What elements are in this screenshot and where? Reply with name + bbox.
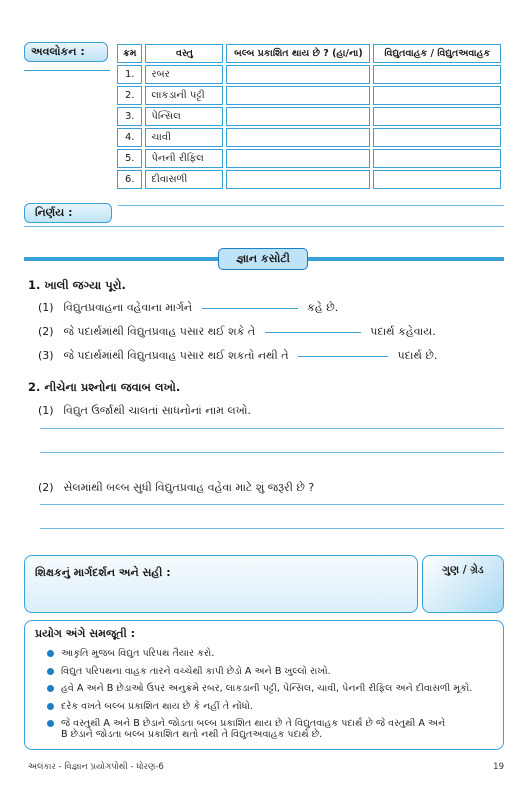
instruction-text: દરેક વખતે બલ્બ પ્રકાશિત થાય છે કે નહીં તે નોંધો. <box>61 700 254 712</box>
blank-answer-line[interactable] <box>202 308 298 309</box>
row-number: 6. <box>117 170 142 189</box>
table-row <box>117 170 501 189</box>
question-item <box>38 404 251 418</box>
page-number: 19 <box>493 762 504 772</box>
conductor-answer-cell[interactable] <box>373 107 501 126</box>
bullet-icon <box>47 720 54 727</box>
bulb-answer-cell[interactable] <box>226 149 370 168</box>
conductor-answer-cell[interactable] <box>373 170 501 189</box>
item-number: (2) <box>38 481 54 494</box>
bullet-icon <box>47 668 54 675</box>
observation-label: અવલોકન : <box>24 42 108 62</box>
instruction-text: જે વસ્તુથી A અને B છેડાને જોડતા બલ્બ પ્રકાશિત થાય છે તે વિદ્યુતવાહક પદાર્થ છે જે વસ્તુથી A અને <box>61 718 446 729</box>
col-header-conductor-type: વિદ્યુતવાહક / વિદ્યુતઅવાહક <box>373 44 501 63</box>
item-number: (2) <box>38 325 54 338</box>
item-number: (3) <box>38 349 54 362</box>
instruction-text: આકૃતિ મુજબ વિદ્યુત પરિપથ તૈયાર કરો. <box>61 648 215 659</box>
teacher-signature-box[interactable] <box>24 555 418 613</box>
item-text: પદાર્થ છે. <box>397 349 438 362</box>
item-text: જે પદાર્થમાંથી વિદ્યુતપ્રવાહ પસાર થઈ શકતો નથી તે <box>63 349 289 362</box>
answer-line[interactable] <box>40 528 504 529</box>
instruction-text: હવે A અને B છેડાઓ ઉપર અનુક્રમે રબર, લાકડાની પટ્ટી, પેન્સિલ, ચાવી, પેનની રીફિલ અને દીવાસળી મૂકો. <box>61 683 473 694</box>
bulb-answer-cell[interactable] <box>226 86 370 105</box>
item-text: સેલમાંથી બલ્બ સુધી વિદ્યુતપ્રવાહ વહેવા માટે શું જરૂરી છે ? <box>63 481 315 494</box>
table-row <box>117 86 501 105</box>
bulb-answer-cell[interactable] <box>226 170 370 189</box>
row-number: 4. <box>117 128 142 147</box>
q2-title: 2. નીચેના પ્રશ્નોના જવાબ લખો. <box>28 380 181 394</box>
grade-box[interactable] <box>422 555 504 613</box>
conclusion-answer-line[interactable] <box>24 226 504 227</box>
list-item <box>47 680 497 698</box>
col-header-item: વસ્તુ <box>145 44 223 63</box>
question-item <box>38 481 314 495</box>
footer-book-title: અલંકાર - વિજ્ઞાન પ્રયોગપોથી - ધોરણ-6 <box>28 762 164 772</box>
instructions-title: પ્રયોગ અંગે સમજૂતી : <box>35 627 135 640</box>
teacher-signature-label: શિક્ષકનું માર્ગદર્શન અને સહી : <box>35 566 171 579</box>
conclusion-label: નિર્ણય : <box>24 203 112 223</box>
table-row <box>117 149 501 168</box>
conductor-answer-cell[interactable] <box>373 128 501 147</box>
bullet-icon <box>47 685 54 692</box>
row-item: લાકડાની પટ્ટી <box>145 86 223 105</box>
row-number: 2. <box>117 86 142 105</box>
instructions-list <box>47 645 497 733</box>
bullet-icon <box>47 703 54 710</box>
observation-underline <box>24 70 110 71</box>
item-text: વિદ્યુતપ્રવાહના વહેવાના માર્ગને <box>63 301 193 314</box>
conductor-answer-cell[interactable] <box>373 65 501 84</box>
instruction-continuation: B છેડાને જોડતા બલ્બ પ્રકાશિત થતો નથી તે વિદ્યુતઅવાહક પદાર્થ છે. <box>61 729 323 740</box>
item-text: જે પદાર્થમાંથી વિદ્યુતપ્રવાહ પસાર થઈ શકે તે <box>63 325 256 338</box>
blank-answer-line[interactable] <box>265 332 361 333</box>
row-item: રબર <box>145 65 223 84</box>
col-header-bulb-lights: બલ્બ પ્રકાશિત થાય છે ? (હા/ના) <box>226 44 370 63</box>
list-item <box>47 663 497 681</box>
q1-title: 1. ખાલી જગ્યા પૂરો. <box>28 278 126 292</box>
bulb-answer-cell[interactable] <box>226 65 370 84</box>
observation-table <box>114 42 504 191</box>
row-item: ચાવી <box>145 128 223 147</box>
conclusion-answer-line[interactable] <box>118 205 504 206</box>
item-text: વિદ્યુત ઉર્જાથી ચાલતાં સાધનોનાં નામ લખો. <box>63 404 252 417</box>
list-item <box>47 698 497 716</box>
row-number: 3. <box>117 107 142 126</box>
bullet-icon <box>47 650 54 657</box>
row-item: પેનની રીફિલ <box>145 149 223 168</box>
item-number: (1) <box>38 301 54 314</box>
knowledge-test-banner: જ્ઞાન કસોટી <box>218 248 308 270</box>
table-row <box>117 65 501 84</box>
row-number: 5. <box>117 149 142 168</box>
bulb-answer-cell[interactable] <box>226 107 370 126</box>
item-number: (1) <box>38 404 54 417</box>
row-item: પેન્સિલ <box>145 107 223 126</box>
item-text: કહે છે. <box>307 301 339 314</box>
table-row <box>117 107 501 126</box>
row-number: 1. <box>117 65 142 84</box>
bulb-answer-cell[interactable] <box>226 128 370 147</box>
answer-line[interactable] <box>40 452 504 453</box>
list-item <box>47 645 497 663</box>
experiment-instructions-box <box>24 620 504 750</box>
fill-blank-item <box>38 325 436 339</box>
page-footer <box>28 762 504 772</box>
answer-line[interactable] <box>40 428 504 429</box>
fill-blank-item <box>38 301 338 315</box>
table-header-row <box>117 44 501 63</box>
instruction-text: વિદ્યુત પરિપથના વાહક તારને વચ્ચેથી કાપી છેડો A અને B ખુલ્લો રાખો. <box>61 665 331 677</box>
col-header-serial: ક્રમ <box>117 44 142 63</box>
fill-blank-item <box>38 349 437 363</box>
row-item: દીવાસળી <box>145 170 223 189</box>
item-text: પદાર્થ કહેવાય. <box>370 325 436 338</box>
grade-label: ગુણ / ગ્રેડ <box>442 564 484 576</box>
answer-line[interactable] <box>40 504 504 505</box>
conductor-answer-cell[interactable] <box>373 86 501 105</box>
blank-answer-line[interactable] <box>298 356 388 357</box>
conductor-answer-cell[interactable] <box>373 149 501 168</box>
table-row <box>117 128 501 147</box>
